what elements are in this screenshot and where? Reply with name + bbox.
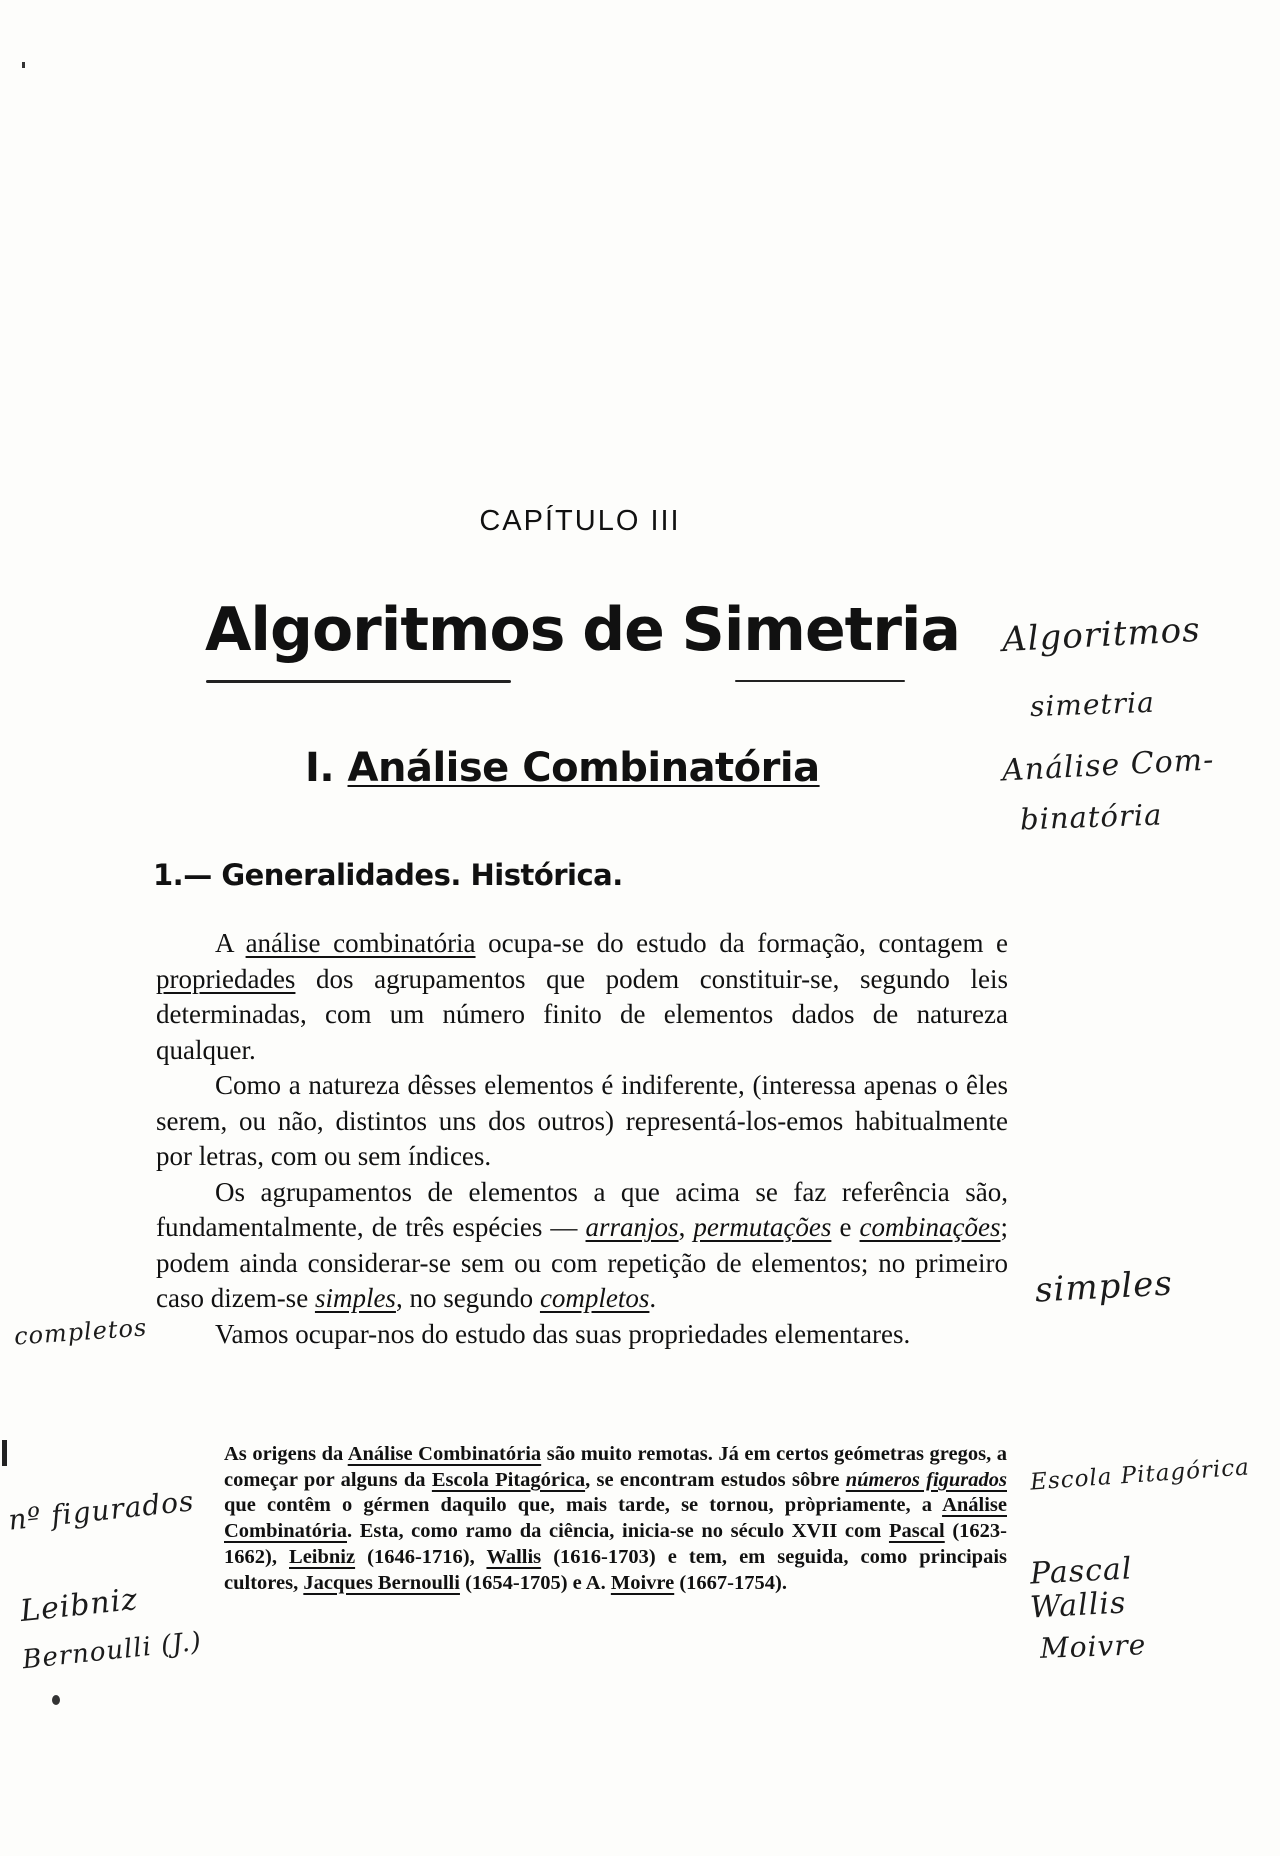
- century-numeral: XVII: [791, 1520, 838, 1543]
- paragraph-1: [156, 926, 1008, 1068]
- handwritten-note: completos: [13, 1313, 149, 1351]
- handwritten-note: Moivre: [1039, 1628, 1147, 1665]
- text-run: Os agrupamentos de elementos a que acima se faz referência são, fundamentalmente, de três espécies —: [156, 1176, 1008, 1242]
- term-numeros-figurados: números figurados: [845, 1468, 1007, 1491]
- text-run: com: [837, 1520, 889, 1543]
- body-text: [156, 926, 1008, 1352]
- section-number: 1.: [153, 858, 184, 892]
- scan-speck: [22, 62, 25, 68]
- title-underline-left: [206, 680, 511, 683]
- scan-speck: [52, 1695, 60, 1705]
- handwritten-note: Bernoulli (J.): [20, 1626, 204, 1676]
- text-run: (1654-1705) e A.: [459, 1571, 611, 1594]
- handwritten-note: simples: [1034, 1263, 1174, 1311]
- text-run: As origens da: [224, 1443, 348, 1465]
- handwritten-note: Análise Com-: [1001, 742, 1216, 789]
- handwritten-note: Wallis: [1029, 1585, 1128, 1626]
- subtitle-number: I.: [305, 745, 335, 791]
- term-simples: simples: [314, 1283, 396, 1313]
- title-underline-right: [735, 680, 905, 682]
- text-run: ocupa-se do estudo da formação, contagem e: [475, 928, 1008, 958]
- subtitle-text: Análise Combinatória: [347, 745, 820, 791]
- text-run: , no segundo: [395, 1283, 540, 1313]
- chapter-title: [205, 595, 960, 665]
- subtitle: [305, 745, 820, 791]
- paragraph-3: [156, 1175, 1008, 1317]
- term-arranjos: arranjos: [585, 1212, 679, 1242]
- text-run: . Esta, como ramo da ciência, inicia-se no século: [347, 1520, 792, 1543]
- handwritten-note: binatória: [1019, 797, 1163, 837]
- section-title: Generalidades. Histórica.: [221, 858, 623, 892]
- underlined-term: propriedades: [156, 963, 296, 994]
- name-pascal: Pascal: [888, 1520, 945, 1543]
- historical-note-text: [224, 1442, 1007, 1596]
- section-dash: —: [183, 858, 212, 892]
- text-run: ,: [678, 1212, 694, 1242]
- text-run: que contêm o gérmen daquilo que, mais tarde, se tornou, pròpriamente, a: [224, 1494, 943, 1517]
- name-moivre: Moivre: [610, 1571, 675, 1594]
- title-word-simetria: Simetria: [681, 595, 960, 665]
- text-run: , se encontram estudos sôbre: [585, 1468, 846, 1491]
- text-run: e: [831, 1212, 860, 1242]
- title-word-algoritmos: Algoritmos: [205, 595, 565, 665]
- chapter-label: CAPÍTULO III: [479, 505, 681, 537]
- term-completos: completos: [539, 1283, 650, 1313]
- text-run: A: [215, 928, 246, 958]
- handwritten-note: Leibniz: [18, 1581, 140, 1630]
- text-run: .: [649, 1283, 657, 1313]
- scan-speck: [2, 1440, 7, 1466]
- text-run: (1667-1754).: [674, 1571, 787, 1594]
- text-run: (1616-1703) e tem, em seguida, como principais cultores,: [224, 1545, 1007, 1594]
- text-run: (1646-1716),: [355, 1545, 487, 1568]
- name-wallis: Wallis: [486, 1545, 542, 1568]
- text-run: (1623-1662),: [224, 1520, 1008, 1568]
- handwritten-note: nº figurados: [6, 1484, 196, 1537]
- text-run: ; podem ainda considerar-se sem ou com repetição de elementos; no primeiro caso dizem-se: [156, 1212, 1009, 1313]
- name-bernoulli: Jacques Bernoulli: [303, 1571, 460, 1594]
- underlined-term: Análise Combinatória: [347, 1443, 542, 1465]
- term-permutacoes: permutações: [693, 1212, 832, 1242]
- section-heading: [153, 858, 623, 892]
- title-word-de: de: [582, 595, 664, 665]
- underlined-term: análise combinatória: [245, 928, 476, 958]
- underlined-term: Análise Combinatória: [224, 1494, 1007, 1543]
- handwritten-note: Escola Pitagórica: [1029, 1454, 1251, 1496]
- historical-note: [224, 1442, 1007, 1596]
- handwritten-note: Algoritmos: [1001, 609, 1202, 661]
- paragraph-2: Como a natureza dêsses elementos é indiferente, (interessa apenas o êles serem, ou não, distintos uns dos outros) representá-los-emos habitualmente por letras, com ou sem índices.: [156, 1070, 1008, 1171]
- handwritten-note: Pascal: [1029, 1551, 1134, 1592]
- name-leibniz: Leibniz: [289, 1545, 356, 1568]
- text-run: dos agrupamentos que podem constituir-se, segundo leis determinadas, com um número finito de elementos dados de natureza qualquer.: [156, 963, 1008, 1065]
- paragraph-4: Vamos ocupar-nos do estudo das suas propriedades elementares.: [215, 1318, 911, 1349]
- text-run: são muito remotas. Já em certos geómetras gregos, a começar por alguns da: [224, 1443, 1007, 1491]
- term-combinacoes: combinações: [859, 1212, 1001, 1242]
- underlined-term: Escola Pitagórica: [431, 1468, 586, 1491]
- handwritten-note: simetria: [1029, 685, 1156, 724]
